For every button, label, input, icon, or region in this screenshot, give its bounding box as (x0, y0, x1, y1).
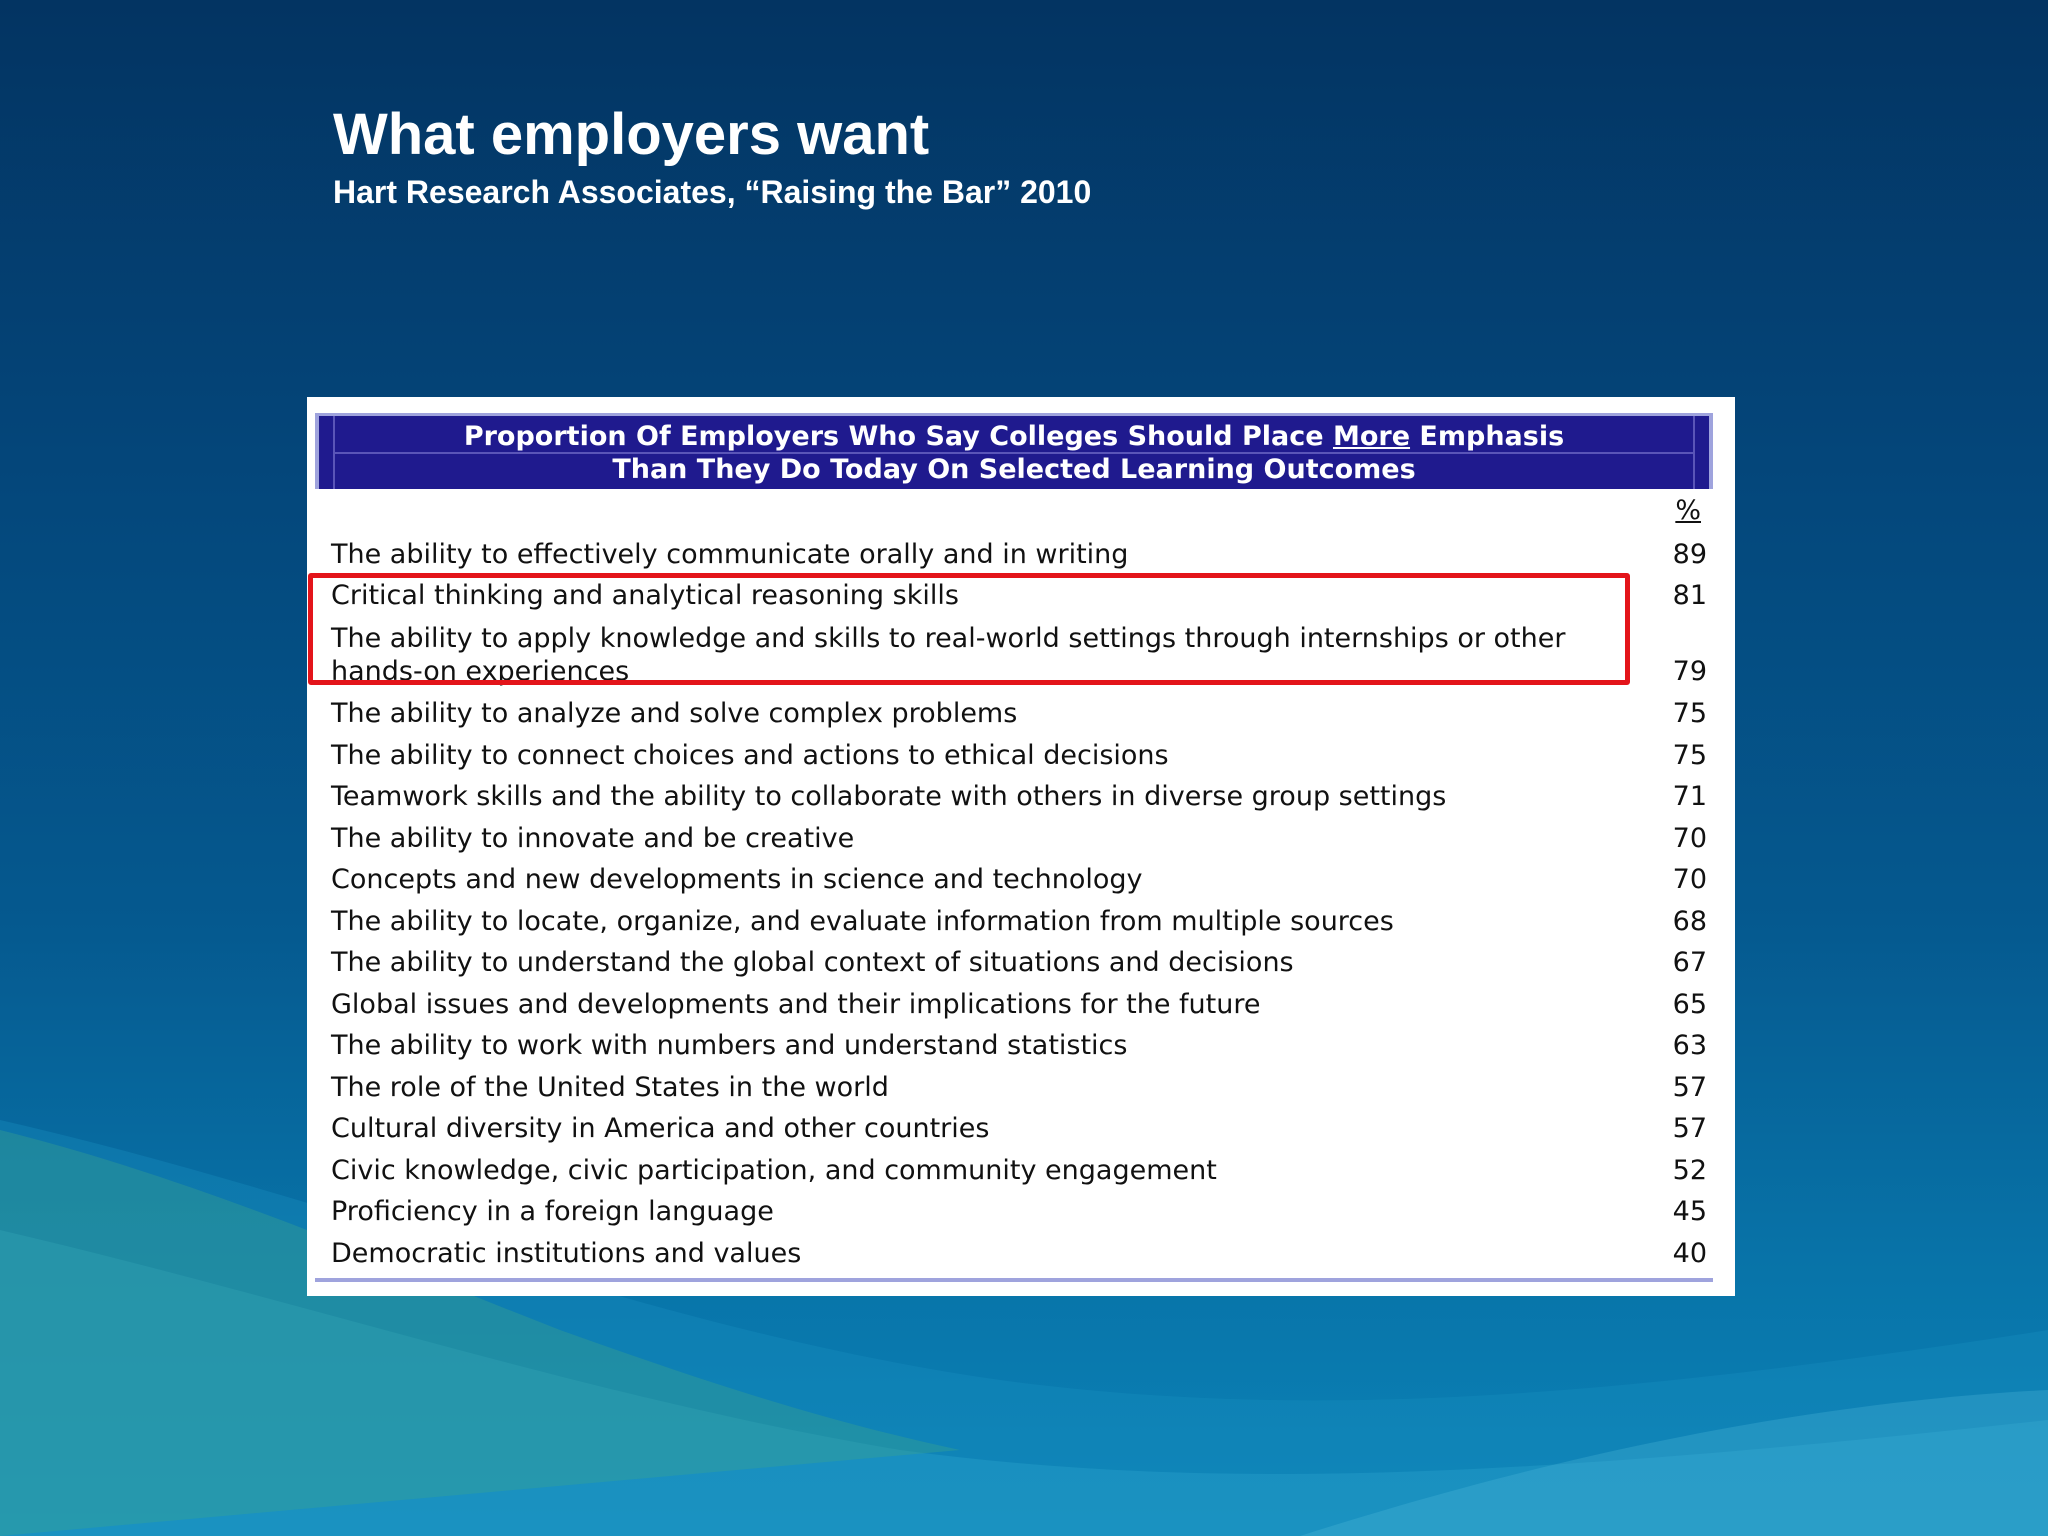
table-row (331, 739, 1707, 772)
table-row (331, 1195, 1707, 1228)
row-value: 75 (1672, 698, 1707, 729)
row-value: 79 (1672, 656, 1707, 687)
row-value: 52 (1672, 1155, 1707, 1186)
percent-column-header: % (1675, 495, 1701, 526)
row-value: 70 (1672, 864, 1707, 895)
slide-subtitle: Hart Research Associates, “Raising the Bar” 2010 (333, 174, 1092, 210)
row-label: The ability to analyze and solve complex problems (331, 698, 1018, 729)
row-label: Concepts and new developments in science and technology (331, 864, 1143, 895)
row-label: Proficiency in a foreign language (331, 1196, 774, 1227)
table-row (331, 538, 1707, 571)
table-row (331, 905, 1707, 938)
row-value: 65 (1672, 989, 1707, 1020)
row-label: Civic knowledge, civic participation, and community engagement (331, 1155, 1217, 1186)
table-row (331, 1029, 1707, 1062)
row-value: 67 (1672, 947, 1707, 978)
row-value: 45 (1672, 1196, 1707, 1227)
row-label: The ability to effectively communicate orally and in writing (331, 539, 1129, 570)
slide-title: What employers want (333, 102, 930, 167)
row-label: The role of the United States in the world (331, 1072, 889, 1103)
row-label: The ability to work with numbers and understand statistics (331, 1030, 1128, 1061)
row-value: 63 (1672, 1030, 1707, 1061)
row-label: The ability to apply knowledge and skills to real-world settings through internships or other hands-on experiences (331, 623, 1566, 687)
row-value: 70 (1672, 823, 1707, 854)
row-label: Democratic institutions and values (331, 1238, 802, 1269)
row-label: The ability to locate, organize, and evaluate information from multiple sources (331, 906, 1394, 937)
row-label: Teamwork skills and the ability to collaborate with others in diverse group settings (331, 781, 1447, 812)
row-label: The ability to understand the global context of situations and decisions (331, 947, 1294, 978)
row-value: 81 (1672, 580, 1707, 611)
table-row (331, 1154, 1707, 1187)
row-label: Global issues and developments and their implications for the future (331, 989, 1261, 1020)
row-value: 68 (1672, 906, 1707, 937)
table-row (331, 988, 1707, 1021)
row-value: 75 (1672, 740, 1707, 771)
row-value: 40 (1672, 1238, 1707, 1269)
table-row (331, 863, 1707, 896)
table-row (331, 1071, 1707, 1104)
row-value: 57 (1672, 1113, 1707, 1144)
row-label: The ability to connect choices and actions to ethical decisions (331, 740, 1169, 771)
table-row (331, 1112, 1707, 1145)
table-row (331, 622, 1707, 688)
table-title-line-2: Than They Do Today On Selected Learning Outcomes (612, 454, 1416, 485)
row-label: Critical thinking and analytical reasoning skills (331, 580, 959, 611)
table-title-line-1: Proportion Of Employers Who Say Colleges Should Place More Emphasis (463, 421, 1565, 452)
row-label: The ability to innovate and be creative (331, 823, 855, 854)
table-row (331, 780, 1707, 813)
table-bottom-rule (315, 1278, 1713, 1282)
table-row (331, 579, 1707, 612)
table-header (315, 413, 1713, 489)
row-value: 57 (1672, 1072, 1707, 1103)
row-value: 89 (1672, 539, 1707, 570)
table-row (331, 1237, 1707, 1270)
row-label: Cultural diversity in America and other countries (331, 1113, 990, 1144)
employer-survey-table (307, 397, 1735, 1296)
table-row (331, 697, 1707, 730)
table-row (331, 822, 1707, 855)
row-value: 71 (1672, 781, 1707, 812)
table-row (331, 946, 1707, 979)
